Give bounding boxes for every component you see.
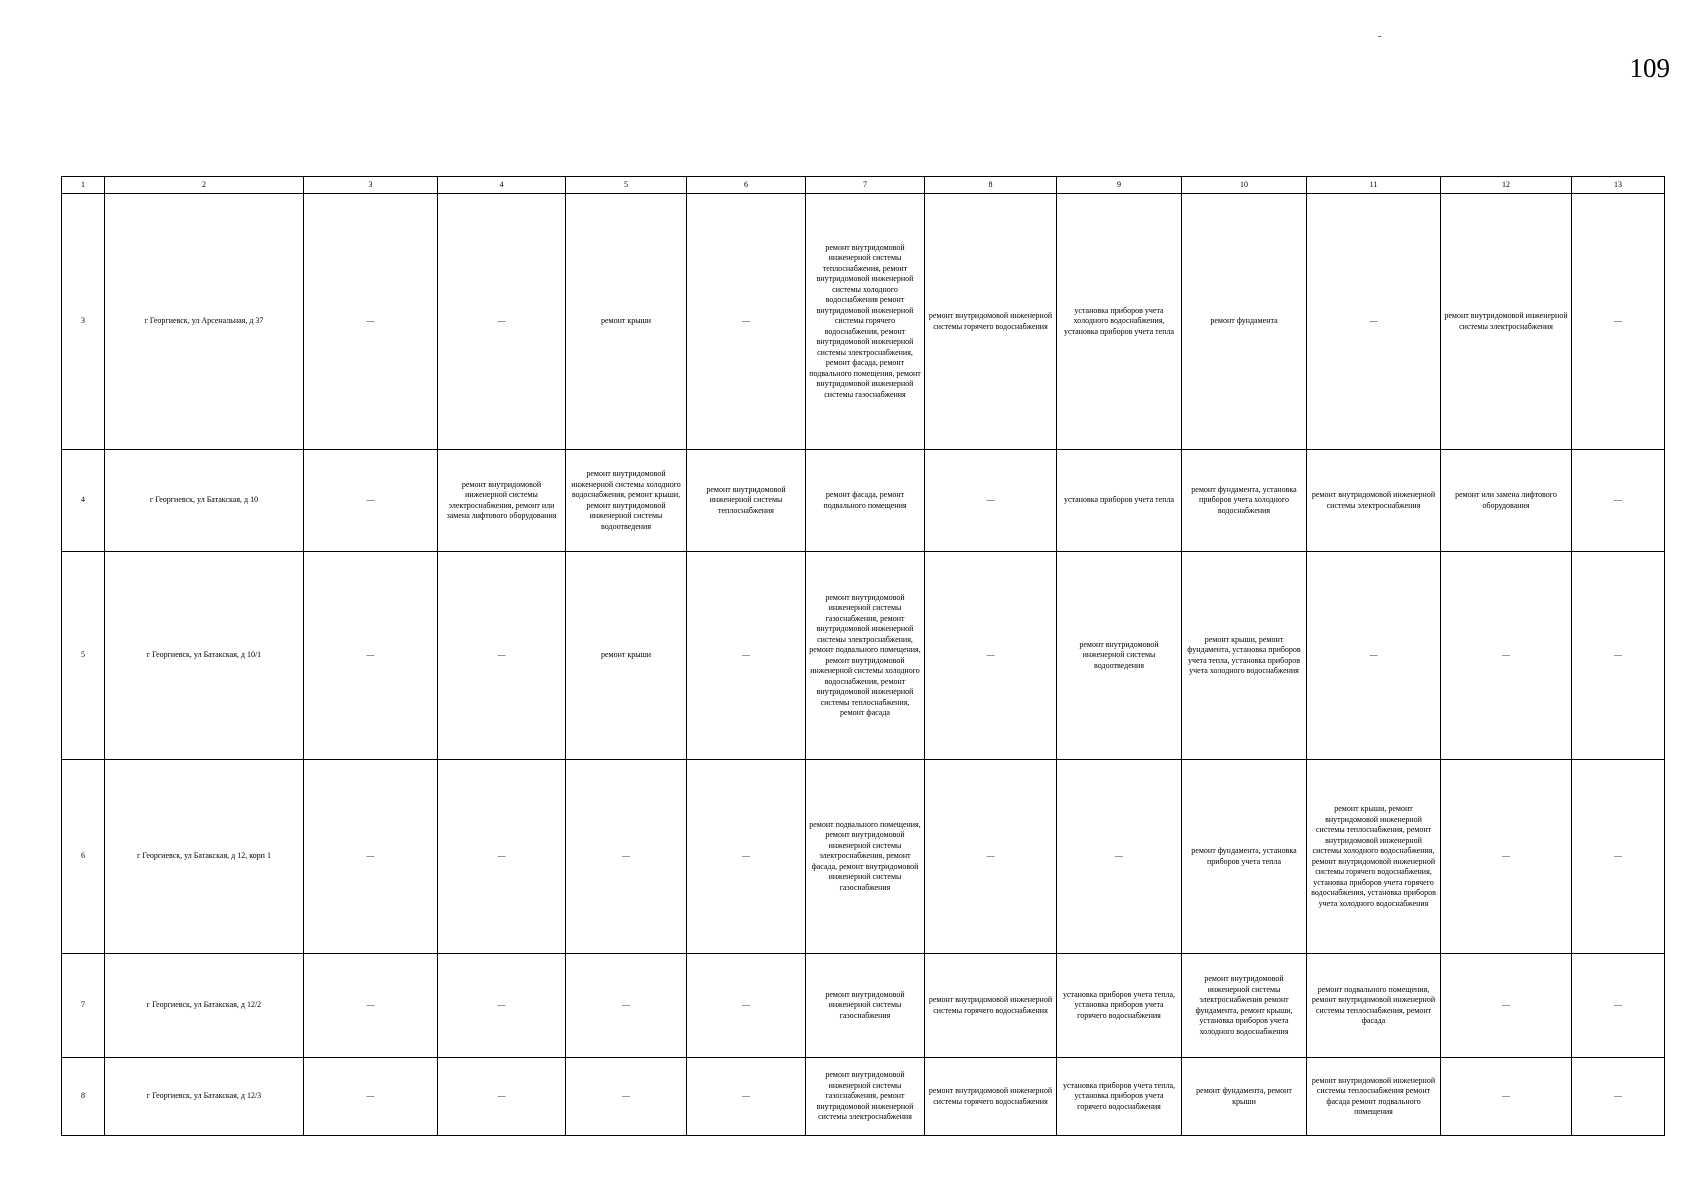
work-type-cell: ремонт крыши, ремонт внутридомовой инженерной системы теплоснабжения, ремонт внутридомовой инженерной системы холодного водоснабжения, ремонт внутридомовой инженерной системы горячего водоснабжения, установка приборов учета горячего водоснабжения, установка приборов учета холодного водоснабжения (1307, 760, 1441, 954)
work-type-cell: — (1307, 552, 1441, 760)
column-header: 4 (438, 177, 566, 194)
work-type-cell: ремонт внутридомовой инженерной системы горячего водоснабжения (925, 1058, 1057, 1136)
work-type-cell: — (925, 760, 1057, 954)
work-type-cell: — (1307, 194, 1441, 450)
work-type-cell: — (304, 1058, 438, 1136)
table-row (62, 194, 1665, 450)
column-header: 5 (566, 177, 687, 194)
column-header: 2 (105, 177, 304, 194)
work-type-cell: ремонт внутридомовой инженерной системы электроснабжения, ремонт или замена лифтового оборудования (438, 450, 566, 552)
work-type-cell: ремонт внутридомовой инженерной системы газоснабжения (806, 954, 925, 1058)
work-type-cell: — (1572, 194, 1665, 450)
page-number: 109 (1629, 53, 1670, 83)
scan-artifact (1378, 36, 1381, 37)
work-type-cell: — (1441, 552, 1572, 760)
column-header: 6 (687, 177, 806, 194)
work-type-cell: — (438, 760, 566, 954)
work-type-cell: — (687, 760, 806, 954)
address-cell: г Георгиевск, ул Батакская, д 12/3 (105, 1058, 304, 1136)
table-row (62, 1058, 1665, 1136)
work-type-cell: — (304, 954, 438, 1058)
work-type-cell: ремонт внутридомовой инженерной системы теплоснабжения, ремонт внутридомовой инженерной системы холодного водоснабжения ремонт внутридомовой инженерной системы горячего водоснабжения, ремонт внутридомовой инженерной системы электроснабжения, ремонт фасада, ремонт подвального помещения, ремонт внутридомовой инженерной системы газоснабжения (806, 194, 925, 450)
work-type-cell: установка приборов учета тепла, установка приборов учета горячего водоснабжения (1057, 954, 1182, 1058)
column-header: 11 (1307, 177, 1441, 194)
work-type-cell: — (566, 760, 687, 954)
work-type-cell: — (687, 954, 806, 1058)
work-type-cell: — (1572, 450, 1665, 552)
work-type-cell: — (687, 552, 806, 760)
address-cell: г Георгиевск, ул Арсенальная, д 37 (105, 194, 304, 450)
work-type-cell: ремонт подвального помещения, ремонт внутридомовой инженерной системы электроснабжения, ремонт фасада, ремонт внутридомовой инженерной системы газоснабжения (806, 760, 925, 954)
column-header: 7 (806, 177, 925, 194)
table-row (62, 954, 1665, 1058)
work-type-cell: ремонт внутридомовой инженерной системы холодного водоснабжения, ремонт крыши, ремонт внутридомовой инженерной системы водоотведения (566, 450, 687, 552)
work-type-cell: — (687, 1058, 806, 1136)
work-type-cell: ремонт подвального помещения, ремонт внутридомовой инженерной системы теплоснабжения, ремонт фасада (1307, 954, 1441, 1058)
work-type-cell: ремонт внутридомовой инженерной системы газоснабжения, ремонт внутридомовой инженерной системы электроснабжения, ремонт подвального помещения, ремонт внутридомовой инженерной системы холодного водоснабжения, ремонт внутридомовой инженерной системы теплоснабжения, ремонт фасада (806, 552, 925, 760)
work-type-cell: ремонт или замена лифтового оборудования (1441, 450, 1572, 552)
work-type-cell: — (1572, 1058, 1665, 1136)
work-type-cell: установка приборов учета холодного водоснабжения, установка приборов учета тепла (1057, 194, 1182, 450)
work-type-cell: — (1572, 954, 1665, 1058)
address-cell: г Георгиевск, ул Батакская, д 10 (105, 450, 304, 552)
repair-schedule-table (61, 176, 1665, 1136)
row-number-cell: 5 (62, 552, 105, 760)
column-header: 10 (1182, 177, 1307, 194)
work-type-cell: ремонт внутридомовой инженерной системы электроснабжения (1307, 450, 1441, 552)
row-number-cell: 6 (62, 760, 105, 954)
work-type-cell: — (438, 552, 566, 760)
work-type-cell: — (304, 552, 438, 760)
work-type-cell: ремонт внутридомовой инженерной системы газоснабжения, ремонт внутридомовой инженерной системы электроснабжения (806, 1058, 925, 1136)
column-header: 9 (1057, 177, 1182, 194)
column-header: 13 (1572, 177, 1665, 194)
row-number-cell: 7 (62, 954, 105, 1058)
work-type-cell: ремонт внутридомовой инженерной системы электроснабжения ремонт фундамента, ремонт крыши, установка приборов учета холодного водоснабжения (1182, 954, 1307, 1058)
column-number-row (62, 177, 1665, 194)
column-header: 1 (62, 177, 105, 194)
column-header: 12 (1441, 177, 1572, 194)
work-type-cell: — (925, 450, 1057, 552)
work-type-cell: — (1441, 954, 1572, 1058)
row-number-cell: 8 (62, 1058, 105, 1136)
column-header: 8 (925, 177, 1057, 194)
table-row (62, 760, 1665, 954)
work-type-cell: ремонт внутридомовой инженерной системы электроснабжения (1441, 194, 1572, 450)
work-type-cell: установка приборов учета тепла (1057, 450, 1182, 552)
work-type-cell: ремонт фасада, ремонт подвального помещения (806, 450, 925, 552)
work-type-cell: ремонт внутридомовой инженерной системы горячего водоснабжения (925, 194, 1057, 450)
work-type-cell: ремонт внутридомовой инженерной системы теплоснабжения ремонт фасада ремонт подвального помещения (1307, 1058, 1441, 1136)
work-type-cell: ремонт крыши (566, 194, 687, 450)
column-header: 3 (304, 177, 438, 194)
table-row (62, 552, 1665, 760)
row-number-cell: 3 (62, 194, 105, 450)
work-type-cell: — (438, 1058, 566, 1136)
work-type-cell: установка приборов учета тепла, установка приборов учета горячего водоснабжения (1057, 1058, 1182, 1136)
work-type-cell: — (304, 194, 438, 450)
work-type-cell: — (566, 1058, 687, 1136)
work-type-cell: — (1441, 760, 1572, 954)
address-cell: г Георгиевск, ул Батакская, д 10/1 (105, 552, 304, 760)
work-type-cell: — (1057, 760, 1182, 954)
work-type-cell: ремонт фундамента, установка приборов учета тепла (1182, 760, 1307, 954)
work-type-cell: ремонт фундамента, установка приборов учета холодного водоснабжения (1182, 450, 1307, 552)
work-type-cell: ремонт внутридомовой инженерной системы теплоснабжения (687, 450, 806, 552)
work-type-cell: — (1572, 760, 1665, 954)
work-type-cell: — (925, 552, 1057, 760)
work-type-cell: ремонт фундамента (1182, 194, 1307, 450)
work-type-cell: — (687, 194, 806, 450)
work-type-cell: — (566, 954, 687, 1058)
work-type-cell: — (1441, 1058, 1572, 1136)
table-row (62, 450, 1665, 552)
work-type-cell: ремонт крыши, ремонт фундамента, установка приборов учета тепла, установка приборов учета холодного водоснабжения (1182, 552, 1307, 760)
work-type-cell: ремонт крыши (566, 552, 687, 760)
work-type-cell: — (304, 450, 438, 552)
work-type-cell: — (438, 954, 566, 1058)
work-type-cell: — (1572, 552, 1665, 760)
work-type-cell: ремонт фундамента, ремонт крыши (1182, 1058, 1307, 1136)
table-body (62, 177, 1665, 1136)
address-cell: г Георгиевск, ул Батакская, д 12/2 (105, 954, 304, 1058)
work-type-cell: ремонт внутридомовой инженерной системы водоотведения (1057, 552, 1182, 760)
work-type-cell: — (438, 194, 566, 450)
work-type-cell: — (304, 760, 438, 954)
work-type-cell: ремонт внутридомовой инженерной системы горячего водоснабжения (925, 954, 1057, 1058)
row-number-cell: 4 (62, 450, 105, 552)
address-cell: г Георгиевск, ул Батакская, д 12, корп 1 (105, 760, 304, 954)
